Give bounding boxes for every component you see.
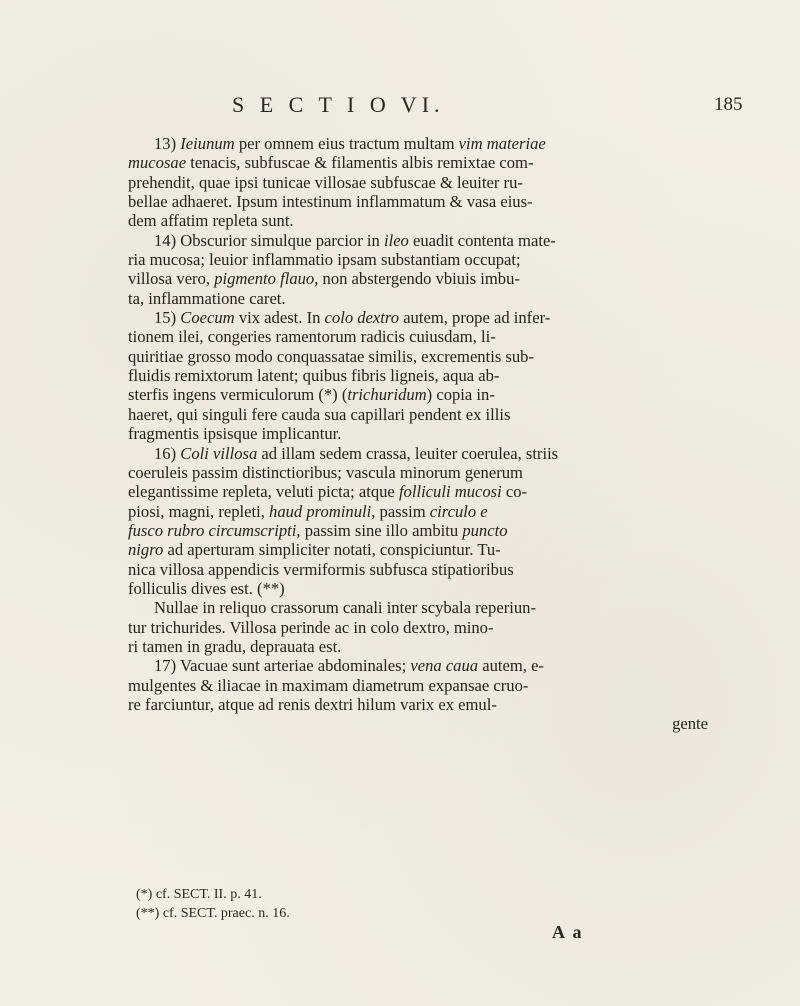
text-run: re farciuntur, atque ad renis dextri hilum varix ex emul- <box>128 694 497 714</box>
text-run: ad aperturam simpliciter notati, conspiciuntur. Tu- <box>163 540 501 560</box>
text-line <box>128 540 708 559</box>
italic-text: haud prominuli <box>269 501 372 521</box>
paragraph <box>128 134 708 231</box>
paragraph <box>128 598 708 656</box>
text-run: villosa vero, <box>128 269 215 289</box>
page-header <box>0 92 800 122</box>
text-run: tenacis, subfuscae & filamentis albis remixtae com- <box>186 153 534 173</box>
text-line <box>128 192 708 211</box>
text-line <box>128 598 708 617</box>
text-run: tur trichurides. Villosa perinde ac in colo dextro, mino- <box>128 617 494 637</box>
italic-text: Coli villosa <box>180 443 258 463</box>
text-run: , passim <box>371 501 430 521</box>
text-line <box>128 521 708 540</box>
running-head: S E C T I O VI. <box>232 92 445 117</box>
text-line <box>128 269 708 288</box>
text-line <box>128 327 708 346</box>
text-line <box>128 560 708 579</box>
text-line <box>128 637 708 656</box>
italic-text: nigro <box>128 540 164 560</box>
text-run: coeruleis passim distinctioribus; vascula minorum generum <box>128 462 523 482</box>
text-run: , passim sine illo ambitu <box>296 520 463 540</box>
text-line <box>128 211 708 230</box>
text-run: ria mucosa; leuior inflammatio ipsam substantiam occupat; <box>128 250 521 270</box>
text-run: per omnem eius tractum multam <box>234 134 459 153</box>
text-run: 14) Obscurior simulque parcior in <box>154 230 384 250</box>
paragraph <box>128 656 708 733</box>
text-line <box>128 463 708 482</box>
text-run: vix adest. In <box>234 308 325 328</box>
text-line <box>128 250 708 269</box>
text-line <box>128 385 708 404</box>
text-run: quiritiae grosso modo conquassatae similis, excrementis sub- <box>128 346 535 366</box>
text-line <box>128 405 708 424</box>
text-line <box>128 289 708 308</box>
text-run: ri tamen in gradu, deprauata est. <box>128 636 342 656</box>
italic-text: colo dextro <box>324 308 400 328</box>
text-run: ta, inflammatione caret. <box>128 288 286 308</box>
text-line <box>128 366 708 385</box>
footnote-2: (**) cf. SECT. praec. n. 16. <box>136 906 290 921</box>
text-run: , non abstergendo vbiuis imbu- <box>314 269 520 289</box>
text-run: euadit contenta mate- <box>408 230 556 250</box>
italic-text: trichuridum <box>347 385 427 405</box>
paragraph <box>128 308 708 443</box>
text-run: sterfis ingens vermiculorum (*) ( <box>128 385 348 405</box>
text-run: 13) <box>154 134 181 153</box>
text-line <box>128 308 708 327</box>
text-line <box>128 714 708 733</box>
body-text <box>128 134 708 734</box>
text-line <box>128 424 708 443</box>
text-line <box>128 579 708 598</box>
text-run: folliculis dives est. (**) <box>128 578 285 598</box>
text-line <box>128 482 708 501</box>
italic-text: fusco rubro circumscripti <box>128 520 297 540</box>
text-run: 15) <box>154 308 181 328</box>
text-line <box>128 231 708 250</box>
text-run: bellae adhaeret. Ipsum intestinum inflammatum & vasa eius- <box>128 192 533 212</box>
text-line <box>128 347 708 366</box>
paragraph <box>128 231 708 308</box>
text-run: piosi, magni, repleti, <box>128 501 270 521</box>
signature-mark: A a <box>552 922 584 942</box>
footnote-1: (*) cf. SECT. II. p. 41. <box>136 887 262 902</box>
italic-text: Ieiunum <box>180 134 235 153</box>
italic-text: mucosae <box>128 153 187 173</box>
text-run: prehendit, quae ipsi tunicae villosae subfuscae & leuiter ru- <box>128 172 523 192</box>
italic-text: vena caua <box>410 656 479 676</box>
text-run: tionem ilei, congeries ramentorum radicis cuiusdam, li- <box>128 327 496 347</box>
paragraph <box>128 444 708 599</box>
text-run: 16) <box>154 443 181 463</box>
text-run: fluidis remixtorum latent; quibus fibris ligneis, aqua ab- <box>128 366 500 386</box>
page-number: 185 <box>714 94 743 115</box>
text-run: ) copia in- <box>426 385 495 405</box>
italic-text: folliculi mucosi <box>398 482 502 502</box>
italic-text: circulo e <box>429 501 488 521</box>
text-line <box>128 618 708 637</box>
text-line <box>128 502 708 521</box>
text-line <box>128 173 708 192</box>
text-line <box>128 695 708 714</box>
text-line <box>128 676 708 695</box>
text-line <box>128 444 708 463</box>
footnotes <box>136 885 696 923</box>
text-run: elegantissime repleta, veluti picta; atque <box>128 482 399 502</box>
text-run: nica villosa appendicis vermiformis subfusca stipatioribus <box>128 559 514 579</box>
italic-text: puncto <box>462 520 508 540</box>
text-run: autem, prope ad infer- <box>399 308 551 328</box>
text-run: autem, e- <box>478 656 544 676</box>
text-run: haeret, qui singuli fere cauda sua capillari pendent ex illis <box>128 404 511 424</box>
text-run: 17) Vacuae sunt arteriae abdominales; <box>154 656 411 676</box>
text-line <box>128 656 708 675</box>
text-run: co- <box>501 482 528 502</box>
text-line <box>128 153 708 172</box>
text-run: ad illam sedem crassa, leuiter coerulea, striis <box>257 443 559 463</box>
text-line <box>128 134 708 153</box>
italic-text: Coecum <box>180 308 235 328</box>
text-run: gente <box>672 714 708 734</box>
italic-text: vim materiae <box>458 134 546 153</box>
italic-text: pigmento flauo <box>214 269 315 289</box>
text-run: mulgentes & iliacae in maximam diametrum expansae cruo- <box>128 675 529 695</box>
text-run: dem affatim repleta sunt. <box>128 211 294 231</box>
italic-text: ileo <box>383 230 409 250</box>
text-run: Nullae in reliquo crassorum canali inter scybala reperiun- <box>154 598 536 618</box>
text-run: fragmentis ipsisque implicantur. <box>128 424 342 444</box>
